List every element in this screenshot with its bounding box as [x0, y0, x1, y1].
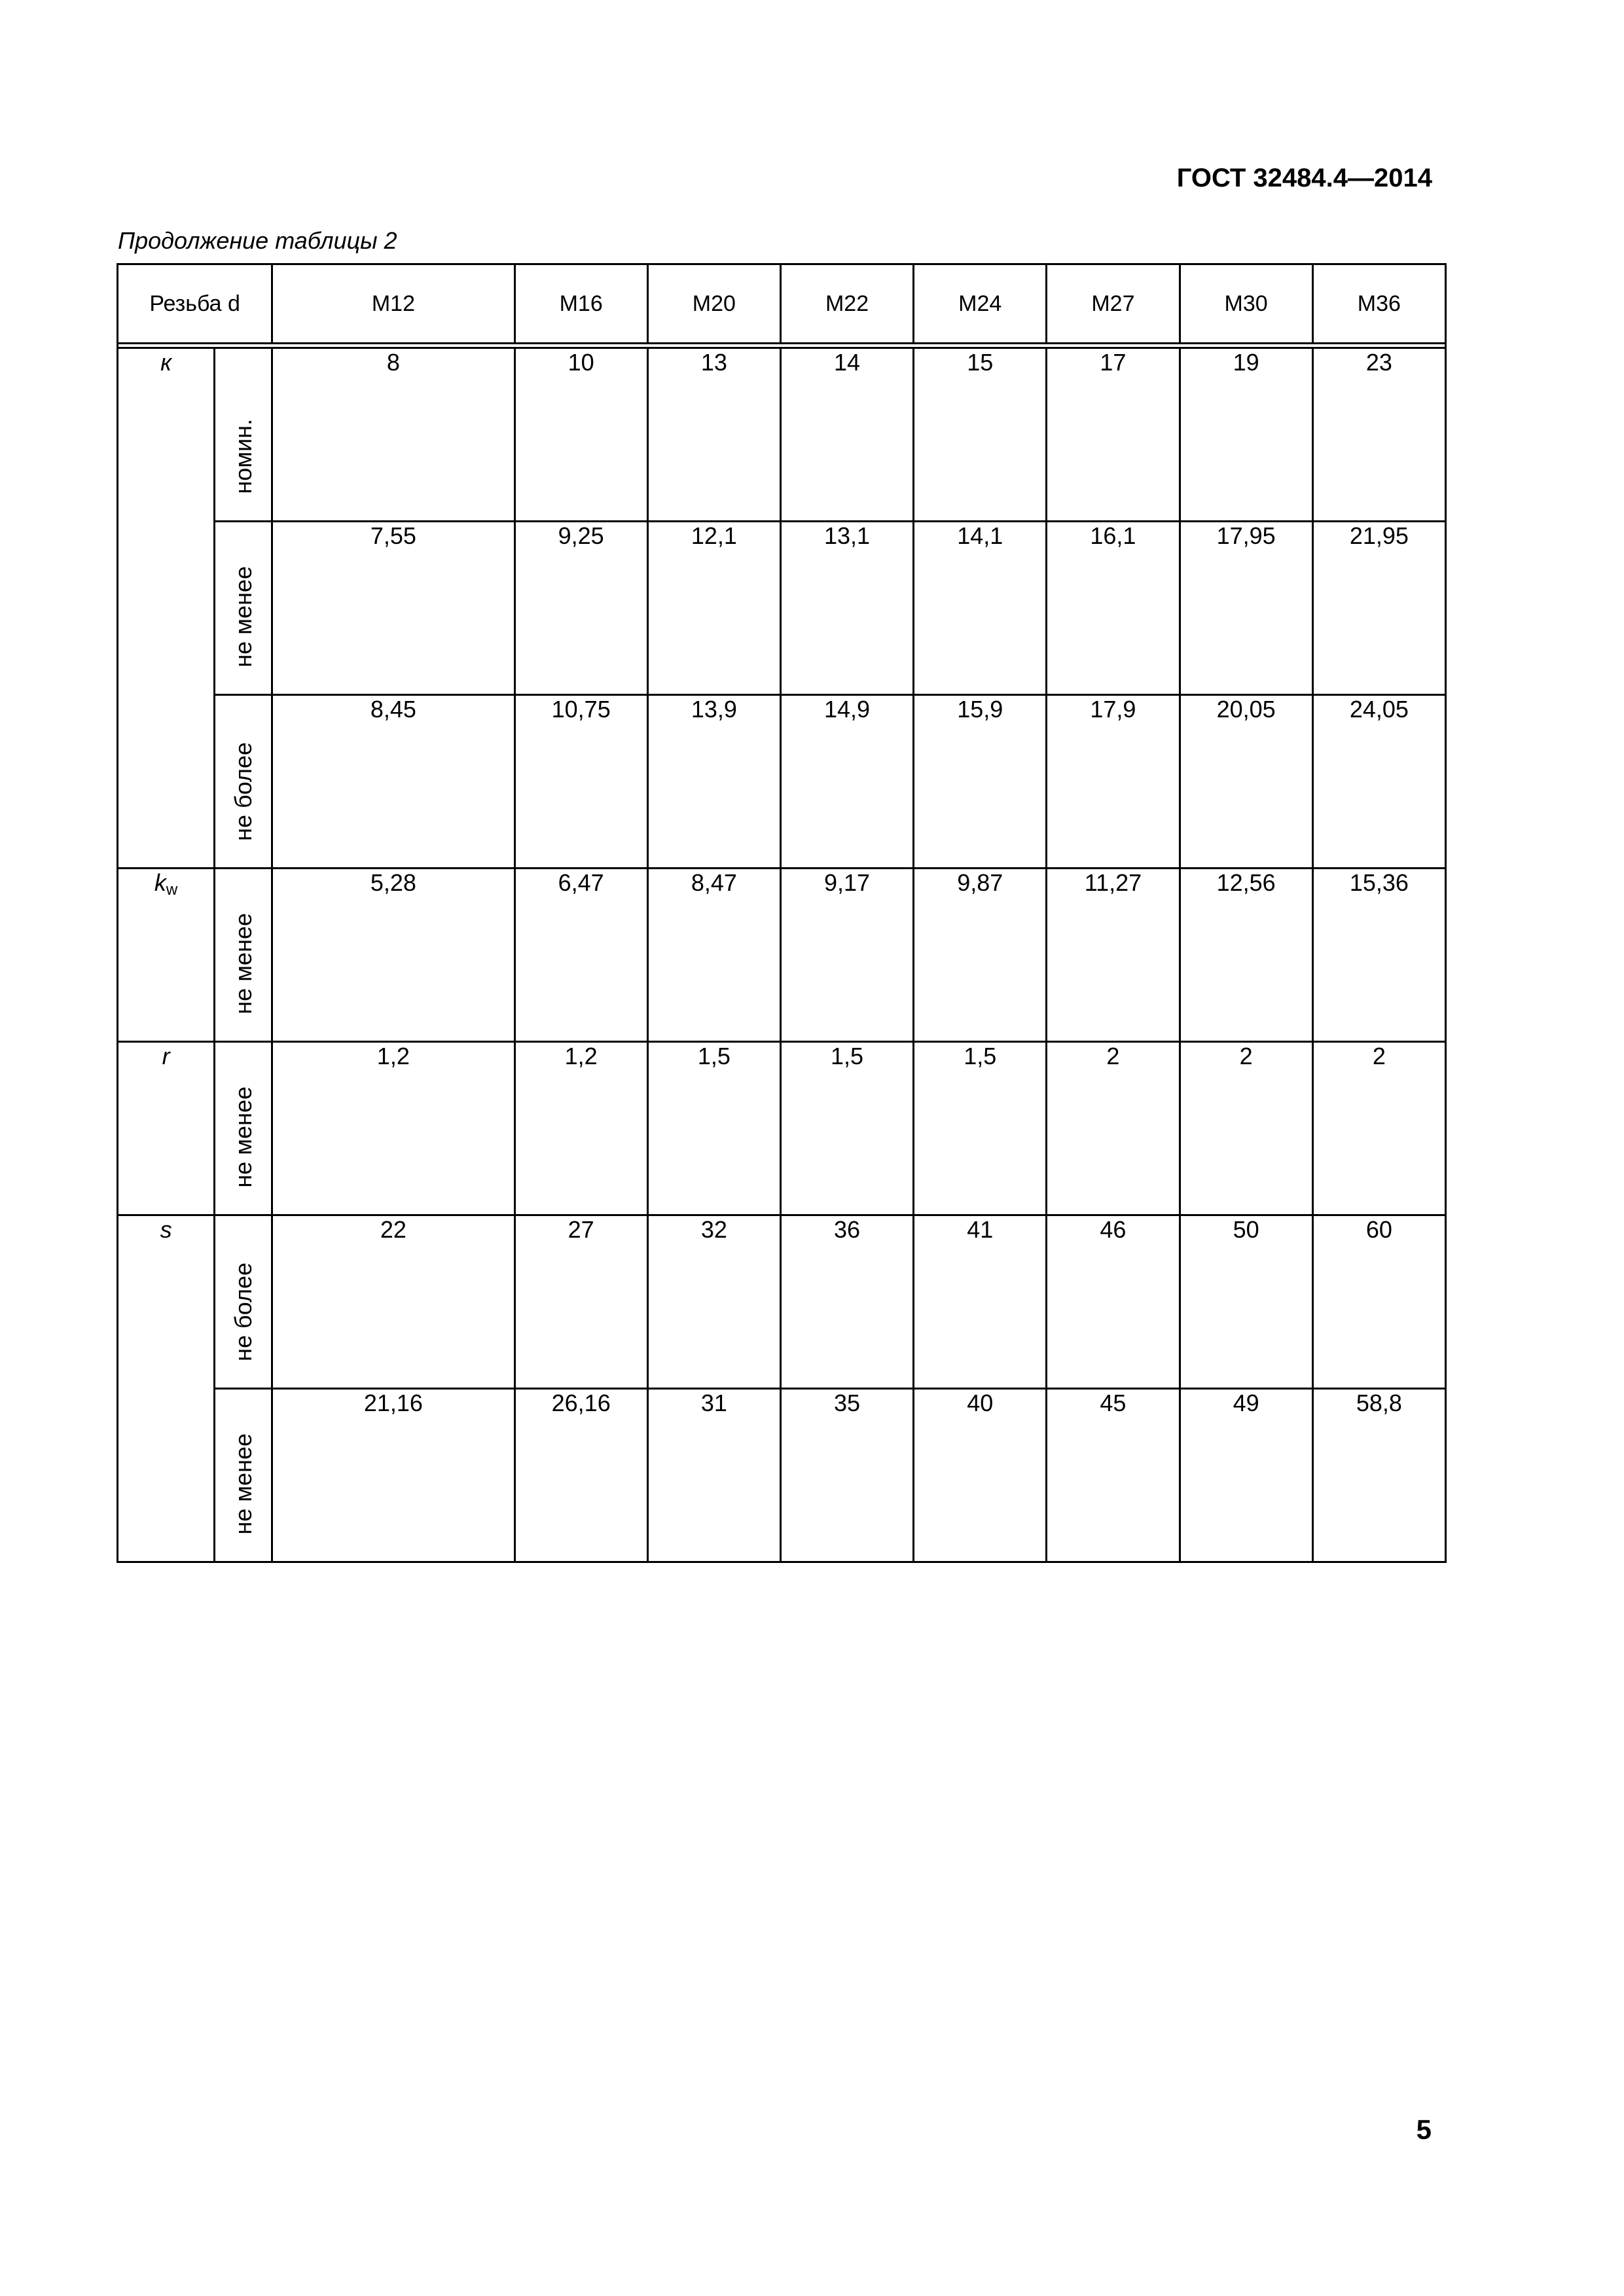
value-cell: 13 — [647, 348, 780, 522]
value-cell: 8 — [272, 348, 514, 522]
qualifier-label: не менее — [229, 566, 257, 668]
value-cell: 17,95 — [1180, 522, 1312, 695]
parameters-table — [117, 263, 1447, 1563]
value-cell: 26,16 — [514, 1389, 647, 1562]
qualifier-label: не менее — [229, 1086, 257, 1188]
value-cell: 22 — [272, 1215, 514, 1389]
value-cell: 9,87 — [914, 869, 1047, 1042]
parameter-symbol-cell — [118, 1215, 215, 1562]
value-cell: 1,5 — [647, 1042, 780, 1215]
column-header: М20 — [647, 264, 780, 344]
value-cell: 49 — [1180, 1389, 1312, 1562]
value-cell: 21,16 — [272, 1389, 514, 1562]
qualifier-label: не более — [229, 1263, 257, 1361]
value-cell: 2 — [1047, 1042, 1180, 1215]
value-cell: 1,2 — [514, 1042, 647, 1215]
value-cell: 12,1 — [647, 522, 780, 695]
value-cell: 11,27 — [1047, 869, 1180, 1042]
parameter-symbol: s — [160, 1216, 172, 1243]
parameter-symbol-cell — [118, 869, 215, 1042]
value-cell: 15,9 — [914, 695, 1047, 869]
value-cell: 58,8 — [1312, 1389, 1445, 1562]
qualifier-label: не менее — [229, 1433, 257, 1535]
value-cell: 36 — [780, 1215, 913, 1389]
value-cell: 31 — [647, 1389, 780, 1562]
value-cell: 14,1 — [914, 522, 1047, 695]
value-cell: 21,95 — [1312, 522, 1445, 695]
parameter-symbol: r — [162, 1043, 170, 1069]
table-row — [118, 1215, 1446, 1389]
header-separator — [118, 344, 1446, 348]
value-cell: 20,05 — [1180, 695, 1312, 869]
value-cell: 9,25 — [514, 522, 647, 695]
qualifier-label: не более — [229, 742, 257, 841]
value-cell: 17 — [1047, 348, 1180, 522]
value-cell: 7,55 — [272, 522, 514, 695]
value-cell: 19 — [1180, 348, 1312, 522]
value-cell: 14 — [780, 348, 913, 522]
value-cell: 17,9 — [1047, 695, 1180, 869]
value-cell: 41 — [914, 1215, 1047, 1389]
value-cell: 1,2 — [272, 1042, 514, 1215]
table-row — [118, 522, 1446, 695]
column-header: М16 — [514, 264, 647, 344]
column-header: М27 — [1047, 264, 1180, 344]
qualifier-cell — [215, 522, 272, 695]
qualifier-cell — [215, 1042, 272, 1215]
value-cell: 16,1 — [1047, 522, 1180, 695]
value-cell: 9,17 — [780, 869, 913, 1042]
thread-label-cell: Резьба d — [118, 264, 272, 344]
qualifier-cell — [215, 869, 272, 1042]
value-cell: 32 — [647, 1215, 780, 1389]
value-cell: 8,47 — [647, 869, 780, 1042]
value-cell: 23 — [1312, 348, 1445, 522]
value-cell: 5,28 — [272, 869, 514, 1042]
qualifier-cell — [215, 1215, 272, 1389]
qualifier-label: номин. — [229, 419, 257, 494]
column-header: М22 — [780, 264, 913, 344]
table-row — [118, 869, 1446, 1042]
value-cell: 1,5 — [780, 1042, 913, 1215]
qualifier-label: не менее — [229, 913, 257, 1014]
table-row — [118, 695, 1446, 869]
value-cell: 15 — [914, 348, 1047, 522]
table-row — [118, 1389, 1446, 1562]
document-code: ГОСТ 32484.4—2014 — [1176, 164, 1432, 192]
value-cell: 45 — [1047, 1389, 1180, 1562]
column-header: М12 — [272, 264, 514, 344]
page-number: 5 — [1416, 2114, 1432, 2145]
value-cell: 14,9 — [780, 695, 913, 869]
value-cell: 24,05 — [1312, 695, 1445, 869]
value-cell: 2 — [1180, 1042, 1312, 1215]
table-row — [118, 348, 1446, 522]
value-cell: 2 — [1312, 1042, 1445, 1215]
table-row — [118, 1042, 1446, 1215]
parameter-symbol-cell — [118, 348, 215, 869]
value-cell: 1,5 — [914, 1042, 1047, 1215]
column-header: М30 — [1180, 264, 1312, 344]
qualifier-cell — [215, 1389, 272, 1562]
table-caption: Продолжение таблицы 2 — [118, 227, 397, 254]
qualifier-cell — [215, 695, 272, 869]
value-cell: 13,1 — [780, 522, 913, 695]
value-cell: 8,45 — [272, 695, 514, 869]
value-cell: 13,9 — [647, 695, 780, 869]
value-cell: 50 — [1180, 1215, 1312, 1389]
value-cell: 46 — [1047, 1215, 1180, 1389]
value-cell: 35 — [780, 1389, 913, 1562]
value-cell: 15,36 — [1312, 869, 1445, 1042]
value-cell: 27 — [514, 1215, 647, 1389]
value-cell: 10 — [514, 348, 647, 522]
column-header: М24 — [914, 264, 1047, 344]
column-header: М36 — [1312, 264, 1445, 344]
parameter-symbol: k — [154, 869, 166, 896]
parameter-symbol-cell — [118, 1042, 215, 1215]
qualifier-cell — [215, 348, 272, 522]
value-cell: 60 — [1312, 1215, 1445, 1389]
value-cell: 12,56 — [1180, 869, 1312, 1042]
value-cell: 40 — [914, 1389, 1047, 1562]
value-cell: 10,75 — [514, 695, 647, 869]
value-cell: 6,47 — [514, 869, 647, 1042]
table-header-row — [118, 264, 1446, 344]
parameter-symbol: к — [160, 349, 172, 376]
parameter-subscript: w — [166, 881, 178, 899]
